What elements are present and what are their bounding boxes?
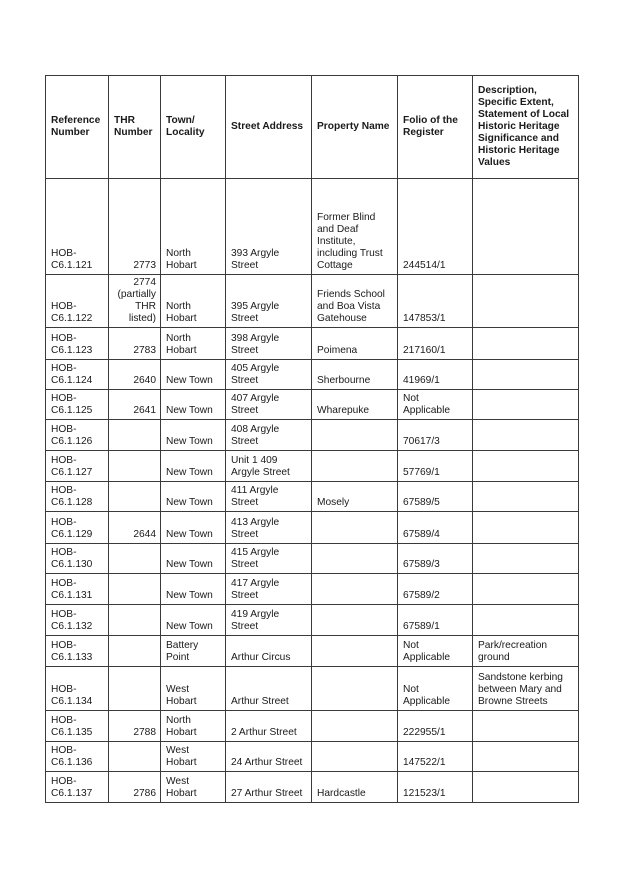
cell-street-address: Unit 1 409 Argyle Street (226, 451, 312, 482)
table-row (46, 636, 579, 667)
cell-reference-number: HOB- C6.1.128 (46, 482, 109, 512)
cell-property-name: Sherbourne (312, 360, 398, 390)
cell-thr-number: 2774 (partially THR listed) (109, 275, 161, 328)
cell-property-name (312, 636, 398, 667)
cell-town-locality: North Hobart (161, 328, 226, 360)
cell-folio: Not Applicable (398, 667, 473, 711)
table-row (46, 420, 579, 451)
header-reference-number: Reference Number (46, 76, 109, 179)
table-row (46, 667, 579, 711)
cell-folio: Not Applicable (398, 636, 473, 667)
cell-town-locality: North Hobart (161, 711, 226, 742)
cell-town-locality: Battery Point (161, 636, 226, 667)
cell-folio: 41969/1 (398, 360, 473, 390)
table-row (46, 482, 579, 512)
cell-street-address: 393 Argyle Street (226, 179, 312, 275)
cell-folio: 222955/1 (398, 711, 473, 742)
cell-property-name (312, 605, 398, 636)
cell-street-address: Arthur Circus (226, 636, 312, 667)
cell-thr-number (109, 574, 161, 605)
cell-description (473, 328, 579, 360)
cell-property-name (312, 512, 398, 544)
cell-reference-number: HOB- C6.1.131 (46, 574, 109, 605)
table-row (46, 605, 579, 636)
cell-description (473, 451, 579, 482)
header-folio: Folio of the Register (398, 76, 473, 179)
cell-description (473, 390, 579, 420)
header-row (46, 76, 579, 179)
cell-folio: 67589/3 (398, 544, 473, 574)
header-description: Description, Specific Extent, Statement of Local Historic Heritage Significance and Historic Heritage Values (473, 76, 579, 179)
cell-street-address: 24 Arthur Street (226, 742, 312, 772)
cell-description (473, 544, 579, 574)
table-row (46, 451, 579, 482)
cell-description (473, 772, 579, 803)
cell-folio: 121523/1 (398, 772, 473, 803)
cell-property-name (312, 711, 398, 742)
cell-property-name (312, 574, 398, 605)
cell-reference-number: HOB- C6.1.137 (46, 772, 109, 803)
cell-folio: 147853/1 (398, 275, 473, 328)
table-row (46, 742, 579, 772)
cell-street-address: 419 Argyle Street (226, 605, 312, 636)
cell-property-name: Poimena (312, 328, 398, 360)
cell-folio: 147522/1 (398, 742, 473, 772)
cell-description (473, 711, 579, 742)
cell-property-name: Friends School and Boa Vista Gatehouse (312, 275, 398, 328)
cell-town-locality: West Hobart (161, 772, 226, 803)
cell-reference-number: HOB- C6.1.124 (46, 360, 109, 390)
cell-thr-number (109, 420, 161, 451)
table-row (46, 328, 579, 360)
cell-thr-number (109, 544, 161, 574)
cell-folio: 70617/3 (398, 420, 473, 451)
cell-thr-number (109, 482, 161, 512)
header-town-locality: Town/ Locality (161, 76, 226, 179)
cell-thr-number: 2788 (109, 711, 161, 742)
cell-town-locality: New Town (161, 605, 226, 636)
cell-folio: 67589/4 (398, 512, 473, 544)
header-property-name: Property Name (312, 76, 398, 179)
cell-reference-number: HOB- C6.1.134 (46, 667, 109, 711)
cell-reference-number: HOB- C6.1.122 (46, 275, 109, 328)
cell-street-address: 398 Argyle Street (226, 328, 312, 360)
cell-town-locality: New Town (161, 574, 226, 605)
cell-folio: Not Applicable (398, 390, 473, 420)
cell-thr-number: 2786 (109, 772, 161, 803)
table-row (46, 275, 579, 328)
cell-property-name (312, 451, 398, 482)
cell-reference-number: HOB- C6.1.125 (46, 390, 109, 420)
table-row (46, 179, 579, 275)
cell-reference-number: HOB- C6.1.127 (46, 451, 109, 482)
cell-town-locality: New Town (161, 451, 226, 482)
cell-thr-number (109, 742, 161, 772)
cell-folio: 67589/1 (398, 605, 473, 636)
cell-thr-number (109, 451, 161, 482)
cell-reference-number: HOB- C6.1.136 (46, 742, 109, 772)
cell-folio: 57769/1 (398, 451, 473, 482)
cell-town-locality: New Town (161, 512, 226, 544)
cell-reference-number: HOB- C6.1.123 (46, 328, 109, 360)
cell-street-address: 27 Arthur Street (226, 772, 312, 803)
cell-street-address: 2 Arthur Street (226, 711, 312, 742)
cell-description (473, 420, 579, 451)
cell-thr-number: 2644 (109, 512, 161, 544)
cell-town-locality: West Hobart (161, 667, 226, 711)
cell-description (473, 275, 579, 328)
cell-description (473, 605, 579, 636)
cell-property-name (312, 667, 398, 711)
cell-folio: 244514/1 (398, 179, 473, 275)
cell-street-address: 417 Argyle Street (226, 574, 312, 605)
cell-description (473, 574, 579, 605)
cell-reference-number: HOB- C6.1.132 (46, 605, 109, 636)
table-row (46, 711, 579, 742)
cell-thr-number (109, 636, 161, 667)
cell-thr-number: 2641 (109, 390, 161, 420)
cell-folio: 67589/2 (398, 574, 473, 605)
cell-town-locality: New Town (161, 360, 226, 390)
cell-street-address: 395 Argyle Street (226, 275, 312, 328)
cell-street-address: 405 Argyle Street (226, 360, 312, 390)
cell-town-locality: North Hobart (161, 179, 226, 275)
cell-reference-number: HOB- C6.1.121 (46, 179, 109, 275)
cell-description (473, 360, 579, 390)
cell-description (473, 742, 579, 772)
cell-street-address: 407 Argyle Street (226, 390, 312, 420)
header-thr-number: THR Number (109, 76, 161, 179)
cell-folio: 67589/5 (398, 482, 473, 512)
cell-property-name (312, 742, 398, 772)
cell-description: Park/recreation ground (473, 636, 579, 667)
cell-thr-number: 2773 (109, 179, 161, 275)
cell-town-locality: West Hobart (161, 742, 226, 772)
header-street-address: Street Address (226, 76, 312, 179)
table-row (46, 390, 579, 420)
table-row (46, 544, 579, 574)
cell-town-locality: New Town (161, 390, 226, 420)
cell-description (473, 179, 579, 275)
cell-reference-number: HOB- C6.1.126 (46, 420, 109, 451)
cell-description: Sandstone kerbing between Mary and Browne Streets (473, 667, 579, 711)
cell-property-name (312, 544, 398, 574)
cell-reference-number: HOB- C6.1.129 (46, 512, 109, 544)
cell-property-name: Mosely (312, 482, 398, 512)
cell-description (473, 482, 579, 512)
cell-town-locality: New Town (161, 544, 226, 574)
cell-thr-number: 2640 (109, 360, 161, 390)
cell-property-name: Wharepuke (312, 390, 398, 420)
cell-town-locality: New Town (161, 420, 226, 451)
table-row (46, 574, 579, 605)
cell-street-address: 408 Argyle Street (226, 420, 312, 451)
cell-street-address: 413 Argyle Street (226, 512, 312, 544)
cell-town-locality: North Hobart (161, 275, 226, 328)
cell-street-address: Arthur Street (226, 667, 312, 711)
table-row (46, 772, 579, 803)
heritage-register-table (45, 75, 579, 803)
table-row (46, 512, 579, 544)
cell-thr-number: 2783 (109, 328, 161, 360)
cell-property-name: Hardcastle (312, 772, 398, 803)
cell-property-name (312, 420, 398, 451)
cell-town-locality: New Town (161, 482, 226, 512)
cell-property-name: Former Blind and Deaf Institute, including Trust Cottage (312, 179, 398, 275)
cell-thr-number (109, 605, 161, 636)
cell-reference-number: HOB- C6.1.133 (46, 636, 109, 667)
cell-description (473, 512, 579, 544)
cell-street-address: 415 Argyle Street (226, 544, 312, 574)
cell-reference-number: HOB- C6.1.130 (46, 544, 109, 574)
cell-reference-number: HOB- C6.1.135 (46, 711, 109, 742)
cell-street-address: 411 Argyle Street (226, 482, 312, 512)
cell-folio: 217160/1 (398, 328, 473, 360)
cell-thr-number (109, 667, 161, 711)
table-row (46, 360, 579, 390)
